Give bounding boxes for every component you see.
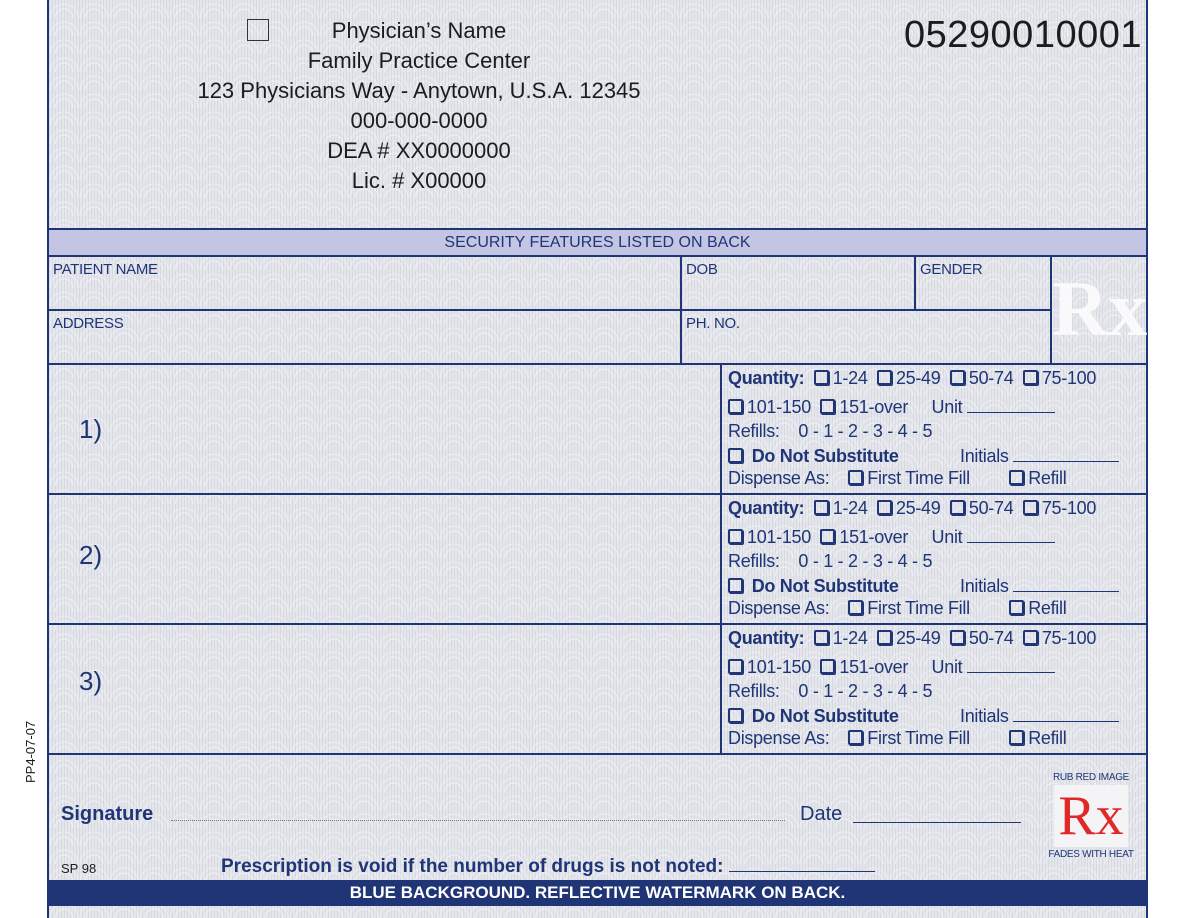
- first-time-fill-checkbox[interactable]: First Time Fill: [848, 468, 970, 488]
- initials-field[interactable]: [1013, 591, 1119, 592]
- do-not-substitute-checkbox[interactable]: Do Not Substitute: [728, 706, 899, 726]
- rx-number: 1): [79, 414, 103, 444]
- unit-label: Unit: [931, 657, 963, 677]
- refills-label: Refills:: [728, 681, 780, 701]
- rx-watermark-icon: Rx: [1052, 265, 1148, 352]
- refill-checkbox[interactable]: Refill: [1009, 598, 1066, 618]
- rub-red-label: RUB RED IMAGE: [1052, 772, 1130, 783]
- date-field[interactable]: [853, 822, 1021, 823]
- qty-101-150-checkbox[interactable]: 101-150: [728, 657, 811, 677]
- initials-field[interactable]: [1013, 461, 1119, 462]
- dea-number: DEA # XX0000000: [327, 138, 511, 163]
- unit-field[interactable]: [967, 672, 1055, 673]
- quantity-label: Quantity:: [728, 368, 805, 388]
- dob-label: DOB: [686, 261, 718, 278]
- initials-field[interactable]: [1013, 721, 1119, 722]
- first-time-fill-checkbox[interactable]: First Time Fill: [848, 728, 970, 748]
- phone-label: PH. NO.: [686, 315, 740, 332]
- qty-50-74-checkbox[interactable]: 50-74: [950, 368, 1014, 388]
- unit-label: Unit: [931, 397, 963, 417]
- qty-75-100-checkbox[interactable]: 75-100: [1023, 628, 1096, 648]
- qty-50-74-checkbox[interactable]: 50-74: [950, 498, 1014, 518]
- physician-info: [149, 16, 689, 196]
- license-number: Lic. # X00000: [351, 168, 487, 193]
- refills-label: Refills:: [728, 551, 780, 571]
- qty-101-150-checkbox[interactable]: 101-150: [728, 397, 811, 417]
- form-code: SP 98: [61, 861, 97, 876]
- signature-field[interactable]: [171, 820, 785, 821]
- rx-number: 2): [79, 540, 103, 570]
- physician-name: Physician’s Name: [331, 18, 507, 43]
- refills-options[interactable]: 0 - 1 - 2 - 3 - 4 - 5: [798, 681, 933, 701]
- practice-phone: 000-000-0000: [350, 108, 488, 133]
- refills-options[interactable]: 0 - 1 - 2 - 3 - 4 - 5: [798, 421, 933, 441]
- qty-1-24-checkbox[interactable]: 1-24: [814, 628, 868, 648]
- rx-row-1: [49, 364, 1146, 494]
- rx-options: [722, 624, 1146, 754]
- unit-label: Unit: [931, 527, 963, 547]
- qty-25-49-checkbox[interactable]: 25-49: [877, 628, 941, 648]
- unit-field[interactable]: [967, 542, 1055, 543]
- qty-151-over-checkbox[interactable]: 151-over: [820, 527, 908, 547]
- security-band: [49, 228, 1146, 257]
- do-not-substitute-checkbox[interactable]: Do Not Substitute: [728, 576, 899, 596]
- refill-checkbox[interactable]: Refill: [1009, 728, 1066, 748]
- security-band-text: SECURITY FEATURES LISTED ON BACK: [444, 234, 751, 251]
- dispense-label: Dispense As:: [728, 468, 830, 488]
- drug-entry-field[interactable]: [129, 628, 709, 748]
- refills-options[interactable]: 0 - 1 - 2 - 3 - 4 - 5: [798, 551, 933, 571]
- rx-row-2: [49, 494, 1146, 624]
- fades-heat-label: FADES WITH HEAT: [1048, 849, 1134, 860]
- qty-50-74-checkbox[interactable]: 50-74: [950, 628, 1014, 648]
- quantity-label: Quantity:: [728, 628, 805, 648]
- dispense-label: Dispense As:: [728, 598, 830, 618]
- patient-name-label: PATIENT NAME: [53, 261, 158, 278]
- rx-options: [722, 364, 1146, 494]
- rx-options: [722, 494, 1146, 624]
- dispense-label: Dispense As:: [728, 728, 830, 748]
- refills-label: Refills:: [728, 421, 780, 441]
- first-time-fill-checkbox[interactable]: First Time Fill: [848, 598, 970, 618]
- signature-label: Signature: [61, 803, 154, 825]
- phone-field[interactable]: [682, 311, 1050, 363]
- date-label: Date: [800, 803, 843, 825]
- rx-number: 3): [79, 666, 103, 696]
- patient-name-field[interactable]: [49, 257, 680, 309]
- rub-red-image: [1045, 772, 1137, 864]
- bottom-band: BLUE BACKGROUND. REFLECTIVE WATERMARK ON BACK.: [49, 880, 1146, 906]
- qty-1-24-checkbox[interactable]: 1-24: [814, 368, 868, 388]
- side-form-code: PP4-07-07: [23, 720, 38, 783]
- unit-field[interactable]: [967, 412, 1055, 413]
- dob-field[interactable]: [682, 257, 914, 309]
- qty-25-49-checkbox[interactable]: 25-49: [877, 368, 941, 388]
- address-field[interactable]: [49, 311, 680, 363]
- drug-count-field[interactable]: [729, 871, 875, 872]
- rx-row-3: [49, 624, 1146, 754]
- practice-name: Family Practice Center: [307, 48, 531, 73]
- do-not-substitute-checkbox[interactable]: Do Not Substitute: [728, 446, 899, 466]
- qty-1-24-checkbox[interactable]: 1-24: [814, 498, 868, 518]
- qty-75-100-checkbox[interactable]: 75-100: [1023, 368, 1096, 388]
- initials-label: Initials: [960, 576, 1009, 596]
- drug-entry-field[interactable]: [129, 368, 709, 488]
- practice-address: 123 Physicians Way - Anytown, U.S.A. 12345: [197, 78, 641, 103]
- qty-151-over-checkbox[interactable]: 151-over: [820, 657, 908, 677]
- qty-101-150-checkbox[interactable]: 101-150: [728, 527, 811, 547]
- qty-151-over-checkbox[interactable]: 151-over: [820, 397, 908, 417]
- initials-label: Initials: [960, 706, 1009, 726]
- gender-field[interactable]: [916, 257, 1050, 309]
- rx-red-icon: Rx: [1054, 785, 1128, 847]
- drug-entry-field[interactable]: [129, 498, 709, 618]
- void-notice: Prescription is void if the number of drugs is not noted:: [221, 856, 875, 878]
- prescription-form: [47, 0, 1148, 918]
- qty-75-100-checkbox[interactable]: 75-100: [1023, 498, 1096, 518]
- gender-label: GENDER: [920, 261, 983, 278]
- refill-checkbox[interactable]: Refill: [1009, 468, 1066, 488]
- initials-label: Initials: [960, 446, 1009, 466]
- address-label: ADDRESS: [53, 315, 124, 332]
- qty-25-49-checkbox[interactable]: 25-49: [877, 498, 941, 518]
- serial-number: 05290010001: [904, 14, 1142, 56]
- quantity-label: Quantity:: [728, 498, 805, 518]
